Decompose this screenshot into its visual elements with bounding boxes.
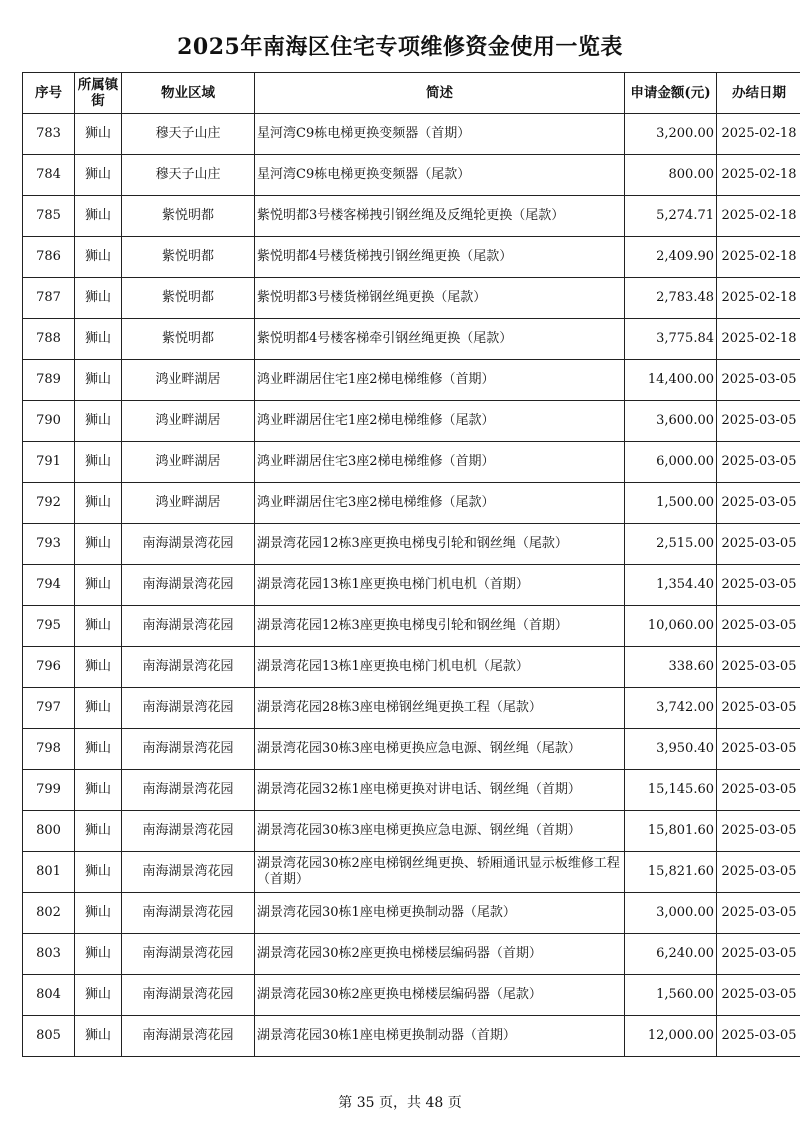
cell-amount: 3,775.84	[625, 319, 717, 360]
cell-desc: 星河湾C9栋电梯更换变频器（首期）	[255, 114, 625, 155]
cell-amount: 800.00	[625, 155, 717, 196]
cell-area: 南海湖景湾花园	[122, 852, 255, 893]
cell-desc: 湖景湾花园30栋3座电梯更换应急电源、钢丝绳（首期）	[255, 811, 625, 852]
table-row	[23, 155, 800, 196]
table-row	[23, 278, 800, 319]
cell-desc: 湖景湾花园30栋1座电梯更换制动器（首期）	[255, 1016, 625, 1057]
cell-area: 南海湖景湾花园	[122, 934, 255, 975]
cell-no: 785	[23, 196, 75, 237]
cell-area: 穆天子山庄	[122, 155, 255, 196]
cell-desc: 湖景湾花园32栋1座电梯更换对讲电话、钢丝绳（首期）	[255, 770, 625, 811]
cell-desc: 鸿业畔湖居住宅1座2梯电梯维修（尾款）	[255, 401, 625, 442]
cell-area: 鸿业畔湖居	[122, 360, 255, 401]
cell-street: 狮山	[75, 483, 122, 524]
table-row	[23, 770, 800, 811]
cell-date: 2025-03-05	[717, 647, 800, 688]
cell-street: 狮山	[75, 196, 122, 237]
cell-amount: 15,145.60	[625, 770, 717, 811]
cell-desc: 鸿业畔湖居住宅3座2梯电梯维修（首期）	[255, 442, 625, 483]
cell-street: 狮山	[75, 647, 122, 688]
header-desc: 简述	[255, 73, 625, 114]
cell-amount: 3,000.00	[625, 893, 717, 934]
cell-date: 2025-03-05	[717, 811, 800, 852]
cell-date: 2025-02-18	[717, 196, 800, 237]
header-no: 序号	[23, 73, 75, 114]
table-row	[23, 729, 800, 770]
cell-area: 南海湖景湾花园	[122, 524, 255, 565]
table-body	[23, 114, 800, 1057]
cell-street: 狮山	[75, 524, 122, 565]
cell-area: 南海湖景湾花园	[122, 975, 255, 1016]
cell-no: 799	[23, 770, 75, 811]
cell-no: 805	[23, 1016, 75, 1057]
cell-street: 狮山	[75, 688, 122, 729]
cell-date: 2025-02-18	[717, 319, 800, 360]
cell-no: 803	[23, 934, 75, 975]
cell-date: 2025-02-18	[717, 114, 800, 155]
cell-street: 狮山	[75, 606, 122, 647]
cell-street: 狮山	[75, 360, 122, 401]
cell-amount: 3,200.00	[625, 114, 717, 155]
cell-street: 狮山	[75, 237, 122, 278]
cell-date: 2025-03-05	[717, 442, 800, 483]
table-row	[23, 237, 800, 278]
cell-street: 狮山	[75, 729, 122, 770]
cell-no: 802	[23, 893, 75, 934]
table-row	[23, 893, 800, 934]
cell-desc: 湖景湾花园30栋2座电梯钢丝绳更换、轿厢通讯显示板维修工程（首期）	[255, 852, 625, 893]
cell-date: 2025-03-05	[717, 934, 800, 975]
cell-area: 南海湖景湾花园	[122, 729, 255, 770]
cell-amount: 3,950.40	[625, 729, 717, 770]
cell-street: 狮山	[75, 934, 122, 975]
cell-date: 2025-03-05	[717, 524, 800, 565]
cell-area: 南海湖景湾花园	[122, 893, 255, 934]
header-amount: 申请金额(元)	[625, 73, 717, 114]
cell-no: 784	[23, 155, 75, 196]
table-row	[23, 114, 800, 155]
cell-desc: 湖景湾花园28栋3座电梯钢丝绳更换工程（尾款）	[255, 688, 625, 729]
cell-area: 紫悦明都	[122, 237, 255, 278]
cell-area: 紫悦明都	[122, 319, 255, 360]
cell-amount: 1,500.00	[625, 483, 717, 524]
cell-no: 797	[23, 688, 75, 729]
table-row	[23, 606, 800, 647]
cell-street: 狮山	[75, 401, 122, 442]
cell-amount: 3,742.00	[625, 688, 717, 729]
cell-date: 2025-03-05	[717, 1016, 800, 1057]
cell-no: 804	[23, 975, 75, 1016]
table-row	[23, 319, 800, 360]
table-row	[23, 442, 800, 483]
table-row	[23, 401, 800, 442]
cell-date: 2025-03-05	[717, 975, 800, 1016]
cell-desc: 紫悦明都4号楼货梯拽引钢丝绳更换（尾款）	[255, 237, 625, 278]
cell-no: 801	[23, 852, 75, 893]
cell-street: 狮山	[75, 114, 122, 155]
cell-desc: 湖景湾花园12栋3座更换电梯曳引轮和钢丝绳（首期）	[255, 606, 625, 647]
cell-no: 787	[23, 278, 75, 319]
cell-area: 鸿业畔湖居	[122, 401, 255, 442]
cell-area: 南海湖景湾花园	[122, 770, 255, 811]
cell-area: 南海湖景湾花园	[122, 1016, 255, 1057]
cell-amount: 10,060.00	[625, 606, 717, 647]
cell-no: 796	[23, 647, 75, 688]
cell-amount: 1,354.40	[625, 565, 717, 606]
cell-no: 783	[23, 114, 75, 155]
cell-amount: 6,240.00	[625, 934, 717, 975]
cell-street: 狮山	[75, 319, 122, 360]
table-row	[23, 811, 800, 852]
cell-date: 2025-02-18	[717, 237, 800, 278]
cell-amount: 3,600.00	[625, 401, 717, 442]
cell-date: 2025-03-05	[717, 606, 800, 647]
cell-date: 2025-03-05	[717, 729, 800, 770]
cell-no: 800	[23, 811, 75, 852]
cell-date: 2025-02-18	[717, 155, 800, 196]
cell-street: 狮山	[75, 852, 122, 893]
header-street: 所属镇街	[75, 73, 122, 114]
cell-street: 狮山	[75, 155, 122, 196]
cell-no: 794	[23, 565, 75, 606]
cell-area: 紫悦明都	[122, 278, 255, 319]
cell-no: 789	[23, 360, 75, 401]
table-row	[23, 934, 800, 975]
cell-area: 南海湖景湾花园	[122, 688, 255, 729]
cell-desc: 鸿业畔湖居住宅3座2梯电梯维修（尾款）	[255, 483, 625, 524]
cell-desc: 湖景湾花园13栋1座更换电梯门机电机（首期）	[255, 565, 625, 606]
page-footer: 第 35 页，共 48 页	[338, 1095, 462, 1111]
cell-area: 紫悦明都	[122, 196, 255, 237]
cell-area: 穆天子山庄	[122, 114, 255, 155]
cell-street: 狮山	[75, 893, 122, 934]
fund-usage-table	[22, 72, 800, 1057]
cell-amount: 14,400.00	[625, 360, 717, 401]
cell-date: 2025-03-05	[717, 770, 800, 811]
cell-area: 鸿业畔湖居	[122, 442, 255, 483]
table-row	[23, 196, 800, 237]
cell-area: 南海湖景湾花园	[122, 606, 255, 647]
cell-street: 狮山	[75, 442, 122, 483]
table-row	[23, 647, 800, 688]
page-title: 2025年南海区住宅专项维修资金使用一览表	[177, 34, 623, 60]
cell-date: 2025-03-05	[717, 360, 800, 401]
cell-desc: 鸿业畔湖居住宅1座2梯电梯维修（首期）	[255, 360, 625, 401]
table-row	[23, 688, 800, 729]
cell-date: 2025-03-05	[717, 688, 800, 729]
header-date: 办结日期	[717, 73, 800, 114]
cell-no: 792	[23, 483, 75, 524]
table-row	[23, 975, 800, 1016]
cell-date: 2025-03-05	[717, 852, 800, 893]
cell-amount: 2,515.00	[625, 524, 717, 565]
cell-amount: 12,000.00	[625, 1016, 717, 1057]
cell-area: 南海湖景湾花园	[122, 647, 255, 688]
cell-desc: 湖景湾花园13栋1座更换电梯门机电机（尾款）	[255, 647, 625, 688]
cell-no: 798	[23, 729, 75, 770]
header-area: 物业区域	[122, 73, 255, 114]
cell-no: 793	[23, 524, 75, 565]
table-row	[23, 483, 800, 524]
cell-desc: 湖景湾花园30栋2座更换电梯楼层编码器（首期）	[255, 934, 625, 975]
cell-no: 786	[23, 237, 75, 278]
cell-street: 狮山	[75, 770, 122, 811]
cell-amount: 5,274.71	[625, 196, 717, 237]
cell-desc: 星河湾C9栋电梯更换变频器（尾款）	[255, 155, 625, 196]
cell-amount: 1,560.00	[625, 975, 717, 1016]
cell-date: 2025-03-05	[717, 401, 800, 442]
cell-area: 鸿业畔湖居	[122, 483, 255, 524]
table-header-row	[23, 73, 800, 114]
cell-amount: 2,409.90	[625, 237, 717, 278]
cell-desc: 紫悦明都3号楼客梯拽引钢丝绳及反绳轮更换（尾款）	[255, 196, 625, 237]
cell-no: 790	[23, 401, 75, 442]
cell-desc: 湖景湾花园30栋3座电梯更换应急电源、钢丝绳（尾款）	[255, 729, 625, 770]
cell-amount: 15,821.60	[625, 852, 717, 893]
cell-area: 南海湖景湾花园	[122, 565, 255, 606]
cell-date: 2025-03-05	[717, 565, 800, 606]
cell-no: 788	[23, 319, 75, 360]
table-row	[23, 360, 800, 401]
cell-desc: 湖景湾花园12栋3座更换电梯曳引轮和钢丝绳（尾款）	[255, 524, 625, 565]
table-row	[23, 565, 800, 606]
cell-amount: 6,000.00	[625, 442, 717, 483]
cell-no: 795	[23, 606, 75, 647]
cell-street: 狮山	[75, 975, 122, 1016]
cell-desc: 紫悦明都3号楼货梯钢丝绳更换（尾款）	[255, 278, 625, 319]
cell-date: 2025-02-18	[717, 278, 800, 319]
cell-desc: 湖景湾花园30栋1座电梯更换制动器（尾款）	[255, 893, 625, 934]
cell-date: 2025-03-05	[717, 483, 800, 524]
cell-street: 狮山	[75, 811, 122, 852]
cell-area: 南海湖景湾花园	[122, 811, 255, 852]
cell-desc: 湖景湾花园30栋2座更换电梯楼层编码器（尾款）	[255, 975, 625, 1016]
table-row	[23, 524, 800, 565]
cell-street: 狮山	[75, 278, 122, 319]
cell-amount: 338.60	[625, 647, 717, 688]
cell-amount: 2,783.48	[625, 278, 717, 319]
table-row	[23, 852, 800, 893]
table-row	[23, 1016, 800, 1057]
cell-date: 2025-03-05	[717, 893, 800, 934]
cell-amount: 15,801.60	[625, 811, 717, 852]
cell-no: 791	[23, 442, 75, 483]
cell-street: 狮山	[75, 565, 122, 606]
cell-desc: 紫悦明都4号楼客梯牵引钢丝绳更换（尾款）	[255, 319, 625, 360]
cell-street: 狮山	[75, 1016, 122, 1057]
